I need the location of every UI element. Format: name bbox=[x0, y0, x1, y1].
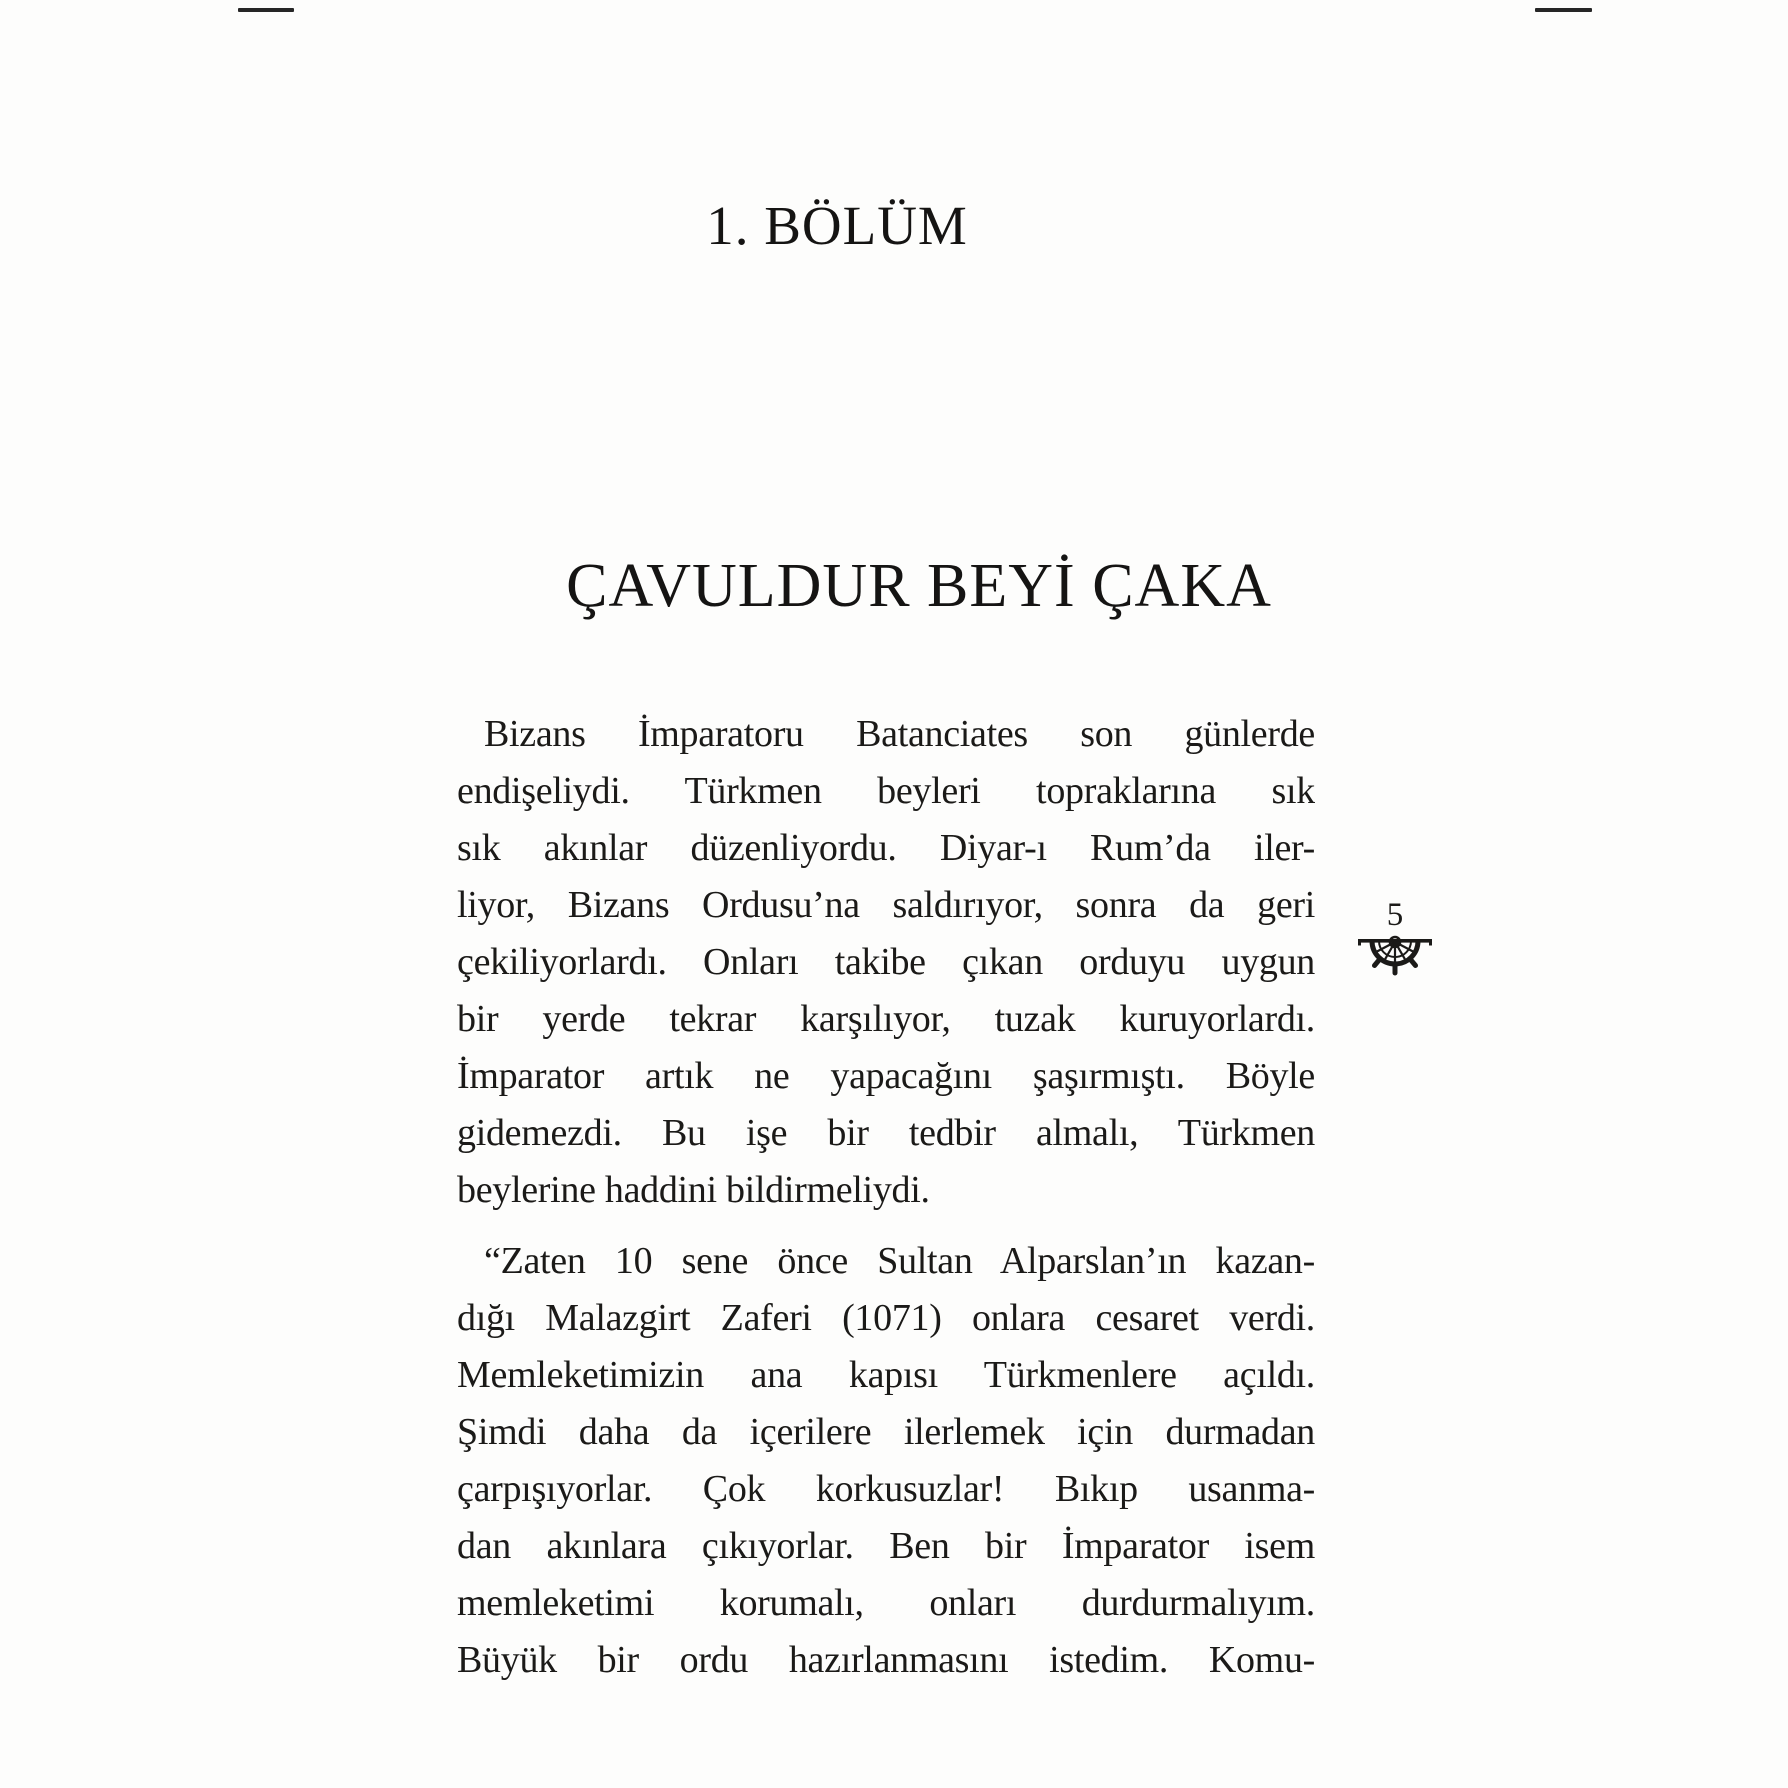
crop-mark-left-icon bbox=[238, 8, 294, 12]
text-line: dan akınlara çıkıyorlar. Ben bir İmparator isem bbox=[457, 1525, 1315, 1567]
text-line: “Zaten 10 sene önce Sultan Alparslan’ın kazan- bbox=[484, 1240, 1315, 1282]
paragraph bbox=[457, 1233, 1315, 1689]
text-line: Bizans İmparatoru Batanciates son günlerde bbox=[484, 713, 1315, 755]
chapter-heading: 1. BÖLÜM bbox=[706, 195, 968, 256]
page-number: 5 bbox=[1386, 897, 1404, 933]
text-line: Büyük bir ordu hazırlanmasını istedim. Komu- bbox=[457, 1639, 1315, 1681]
paragraph bbox=[457, 706, 1315, 1219]
text-line: memleketimi korumalı, onları durdurmalıyım. bbox=[457, 1582, 1315, 1624]
text-line: sık akınlar düzenliyordu. Diyar-ı Rum’da iler- bbox=[457, 827, 1315, 869]
text-column bbox=[457, 0, 1315, 1788]
page-title: ÇAVULDUR BEYİ ÇAKA bbox=[566, 552, 1272, 620]
text-line: çekiliyorlardı. Onları takibe çıkan orduyu uygun bbox=[457, 941, 1315, 983]
text-line: endişeliydi. Türkmen beyleri topraklarına sık bbox=[457, 770, 1315, 812]
text-line: liyor, Bizans Ordusu’na saldırıyor, sonra da geri bbox=[457, 884, 1315, 926]
text-line: çarpışıyorlar. Çok korkusuzlar! Bıkıp usanma- bbox=[457, 1468, 1315, 1510]
ship-wheel-icon bbox=[1357, 933, 1433, 979]
text-line: İmparator artık ne yapacağını şaşırmıştı. Böyle bbox=[457, 1055, 1315, 1097]
text-line: bir yerde tekrar karşılıyor, tuzak kuruyorlardı. bbox=[457, 998, 1315, 1040]
text-line: Şimdi daha da içerilere ilerlemek için durmadan bbox=[457, 1411, 1315, 1453]
folio bbox=[1356, 898, 1434, 979]
body-text bbox=[457, 706, 1315, 1689]
text-line: dığı Malazgirt Zaferi (1071) onlara cesaret verdi. bbox=[457, 1297, 1315, 1339]
text-line: Memleketimizin ana kapısı Türkmenlere açıldı. bbox=[457, 1354, 1315, 1396]
crop-mark-right-icon bbox=[1535, 8, 1592, 12]
text-line: gidemezdi. Bu işe bir tedbir almalı, Türkmen bbox=[457, 1112, 1315, 1154]
text-line: beylerine haddini bildirmeliydi. bbox=[457, 1169, 930, 1211]
